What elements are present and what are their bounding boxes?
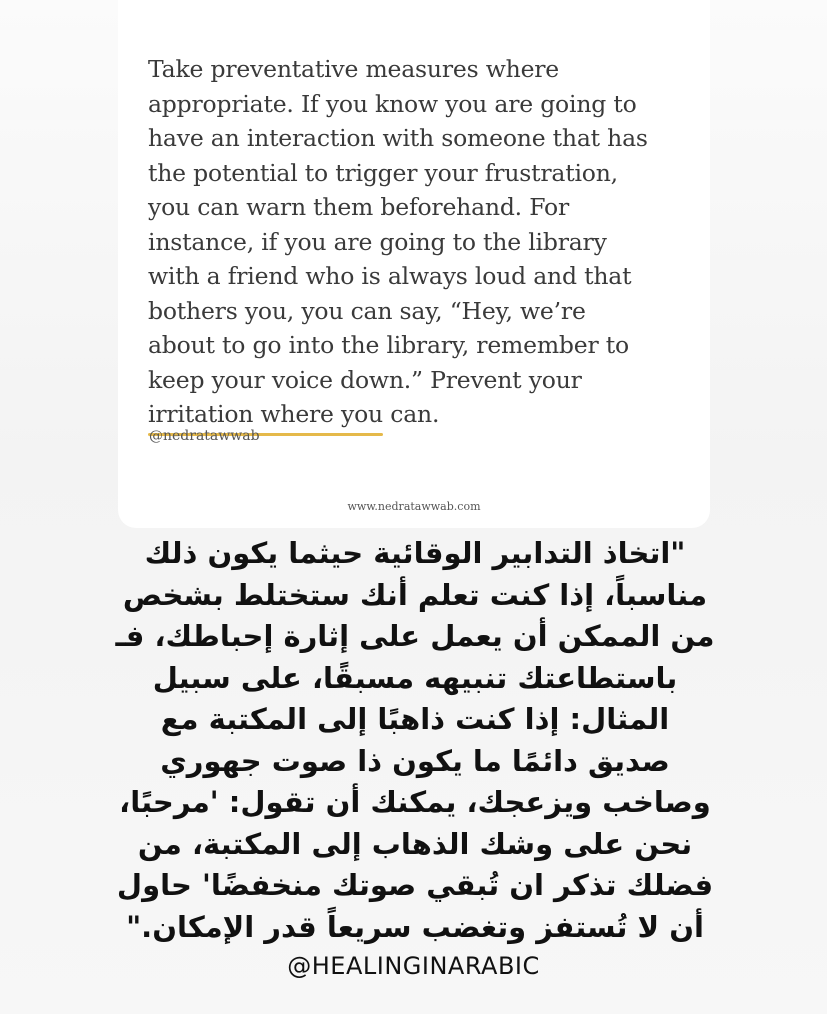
quote-line: appropriate. If you know you are going to [148,89,637,118]
translation-line: من الممكن أن يعمل على إثارة إحباطك، فـ [115,619,715,653]
quote-line: keep your voice down.” Prevent your [148,365,582,394]
translation-line: مناسباً، إذا كنت تعلم أنك ستختلط بشخص [122,577,708,612]
english-quote [148,52,698,432]
quote-line: with a friend who is always loud and that [148,262,632,290]
translator-handle: @HEALINGINARABIC [287,952,540,980]
translation-line: نحن على وشك الذهاب إلى المكتبة، من [137,826,693,861]
quote-last-line [148,397,698,432]
underlined-phrase [148,397,383,432]
quote-line: the potential to trigger your frustration, [148,158,618,187]
website-url: www.nedratawwab.com [347,500,481,513]
arabic-translation [90,533,740,948]
author-handle: @nedratawwab [149,428,260,444]
quote-line: about to go into the library, remember to [148,331,629,359]
quote-line: Take preventative measures where [148,55,560,83]
quote-card [118,0,710,528]
translation-line: صديق دائمًا ما يكون ذا صوت جهوري [160,743,670,778]
quote-tail: can. [383,400,440,428]
translation-line: أن لا تُستفز وتغضب سريعاً قدر الإمكان." [126,909,704,944]
translation-line: وصاخب ويزعجك، يمكنك أن تقول: 'مرحبًا، [119,785,711,819]
quote-line: have an interaction with someone that has [148,124,648,152]
translation-line: "اتخاذ التدابير الوقائية حيثما يكون ذلك [144,536,686,570]
translation-line: فضلك تذكر ان تُبقي صوتك منخفضًا' حاول [116,868,714,902]
quote-line: bothers you, you can say, “Hey, we’re [148,296,586,325]
translation-line: المثال: إذا كنت ذاهبًا إلى المكتبة مع [160,702,670,736]
translation-line: باستطاعتك تنبيهه مسبقًا، على سبيل [152,660,678,695]
quote-line: instance, if you are going to the library [148,227,607,256]
quote-line: you can warn them beforehand. For [148,193,570,221]
underlined-text: irritation where you [148,400,383,428]
